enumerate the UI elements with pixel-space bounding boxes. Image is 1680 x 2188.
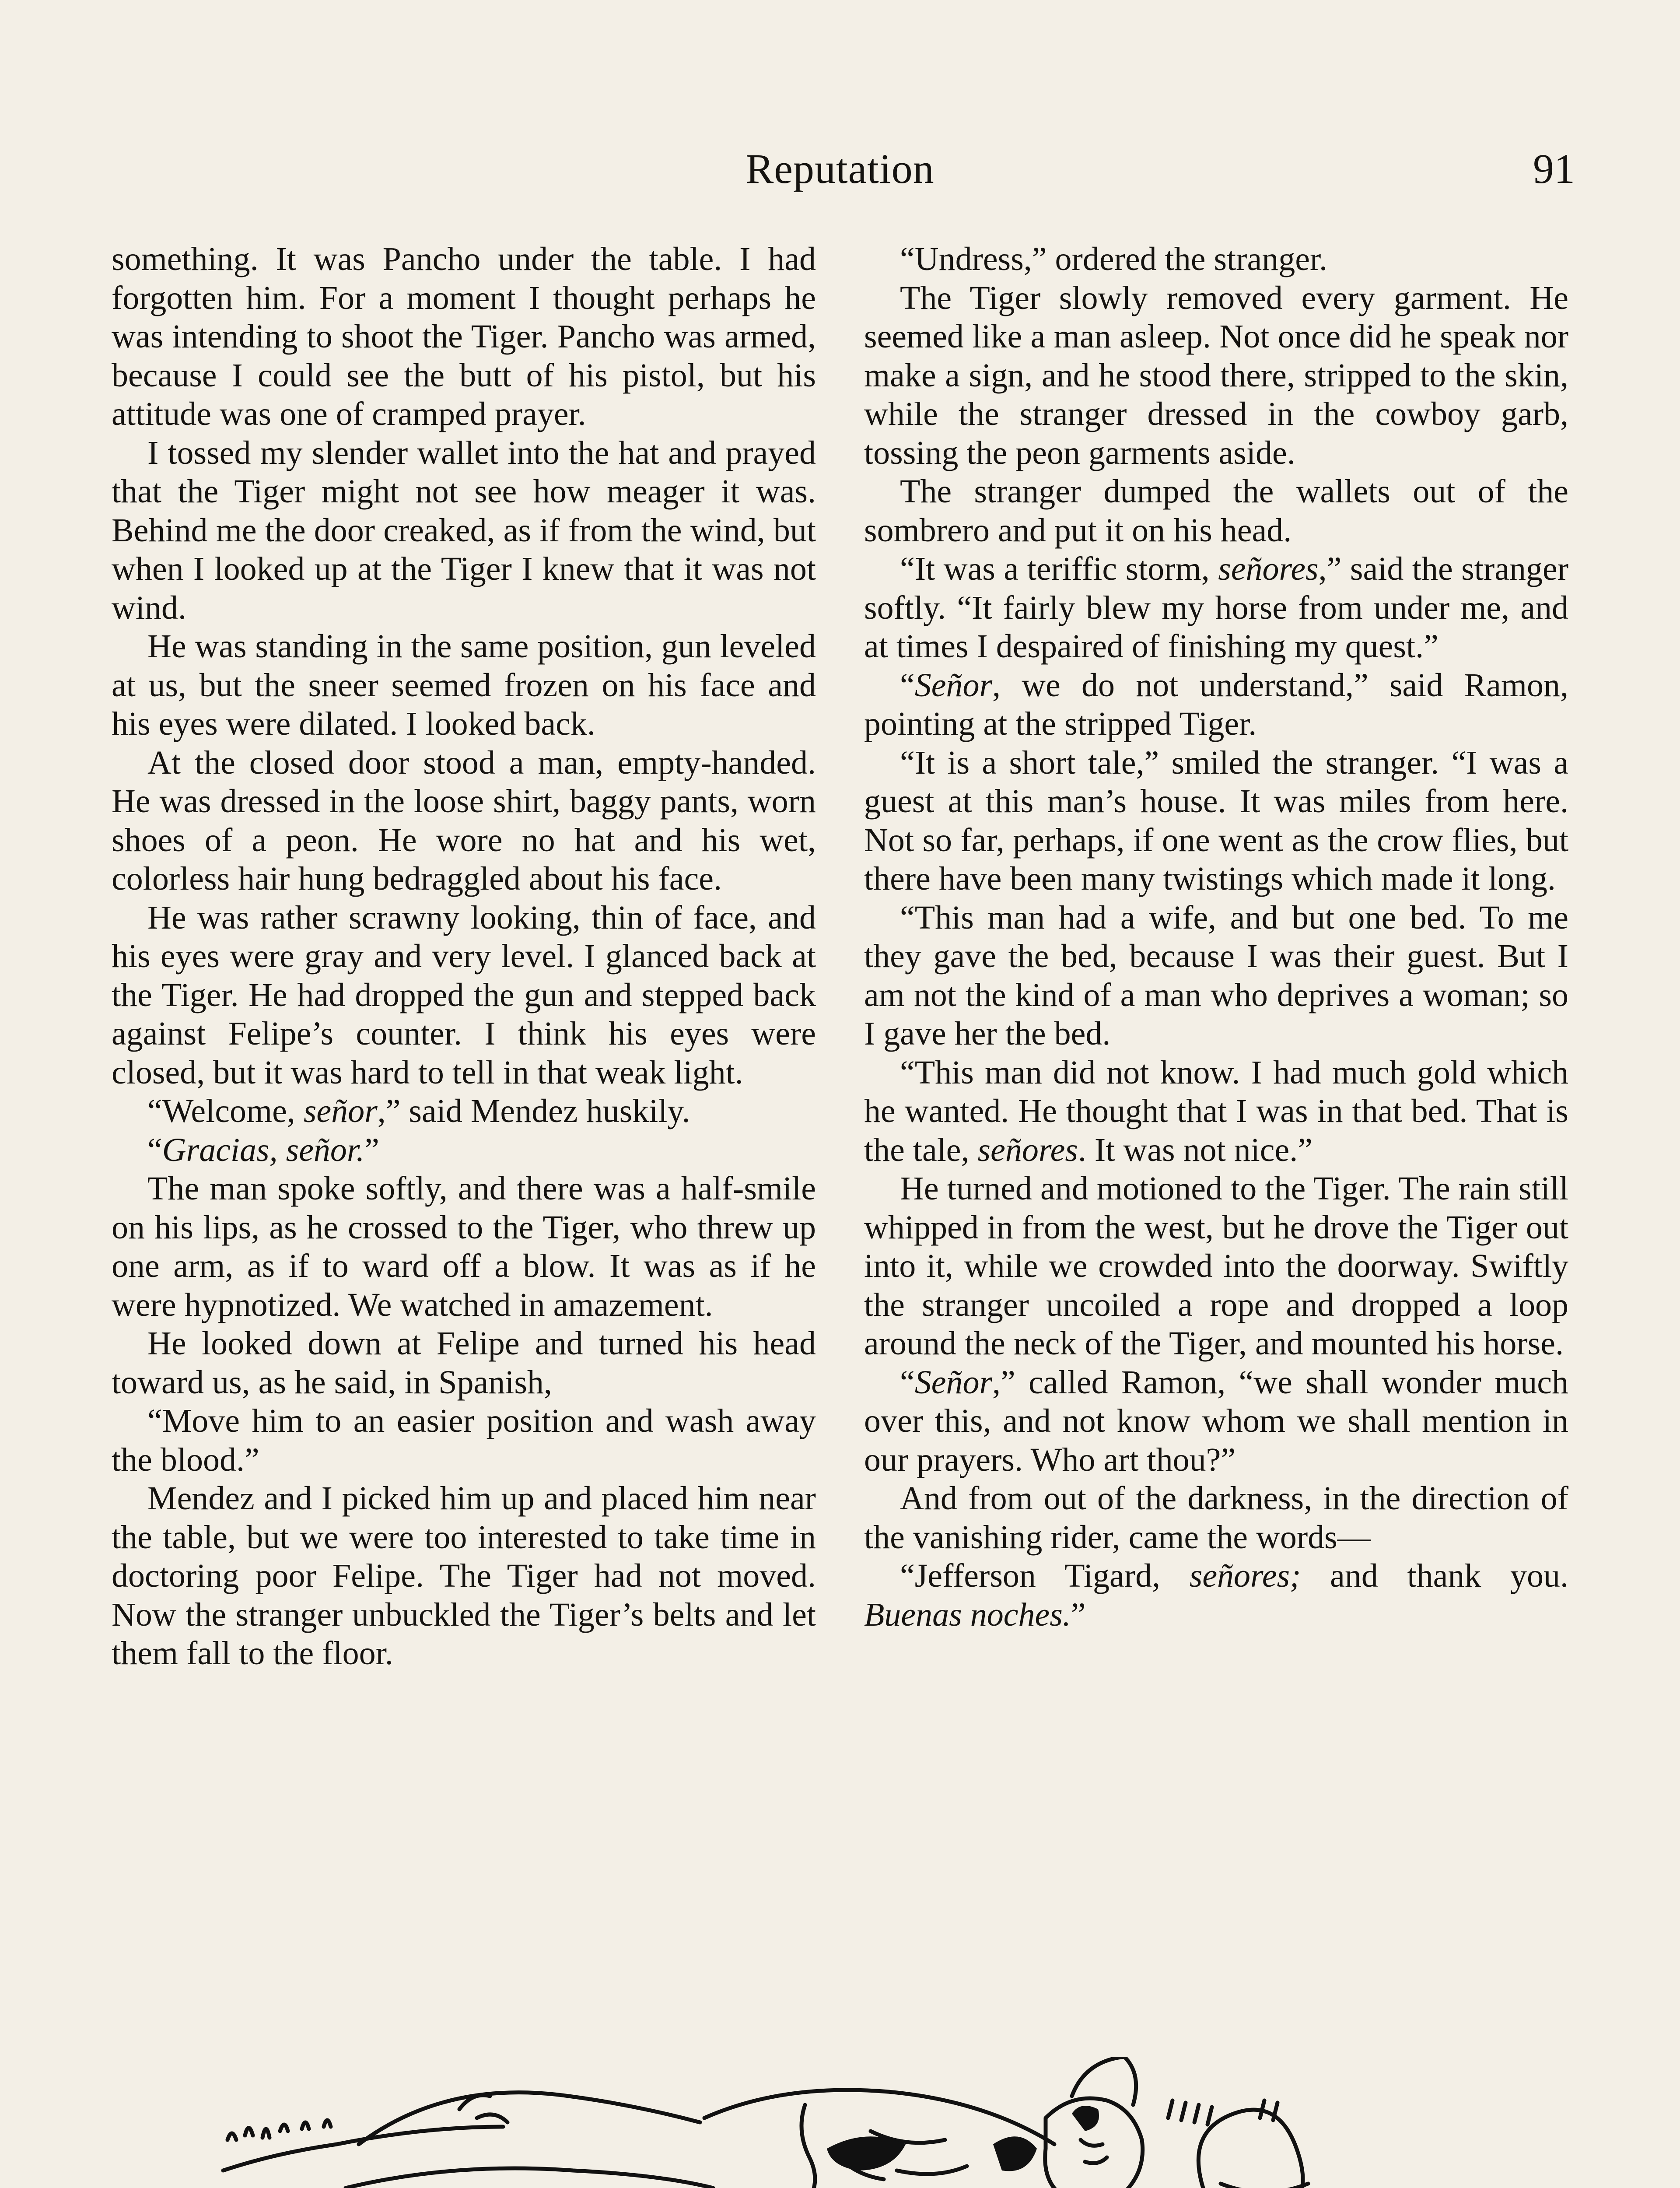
text-run: ”	[1071, 1596, 1086, 1633]
paragraph	[864, 1363, 1568, 1480]
illustration-man-lying-with-sombrero	[214, 2057, 1470, 2188]
text-run: ,” said Mendez huskily.	[377, 1093, 690, 1129]
text-run: Mendez and I picked him up and placed him near the table, but we were too interested to take time in doctoring poor Felipe. The Tiger had not moved. Now the stranger unbuckled the Tiger’s belts and let them fall to the floor.	[112, 1480, 816, 1672]
text-run: and thank you.	[1301, 1557, 1568, 1594]
text-run: ,” said the stranger softly. “It fairly blew my horse from under me, and at times I despaired of finishing my quest.”	[864, 551, 1569, 665]
running-title: Reputation	[746, 145, 934, 192]
paragraph	[864, 1479, 1568, 1557]
paragraph	[112, 1324, 816, 1402]
text-run: ,” called Ramon, “we shall wonder much over this, and not know whom we shall mention in our prayers. Who art thou?”	[864, 1364, 1568, 1478]
paragraph	[112, 434, 816, 628]
text-run: He turned and motioned to the Tiger. The rain still whipped in from the west, but he drove the Tiger out into it, while we crowded into the doorway. Swiftly the stranger uncoiled a rope and dropped a loop around the neck of the Tiger, and mounted his horse.	[864, 1170, 1568, 1362]
paragraph	[112, 240, 816, 434]
paragraph	[112, 1479, 816, 1673]
text-run: “This man had a wife, and but one bed. To me they gave the bed, because I was their guest. But I am not the kind of a man who deprives a woman; so I gave her the bed.	[864, 899, 1568, 1052]
italic-text: señores	[1218, 551, 1319, 587]
text-run: “Jefferson Tigard,	[900, 1557, 1190, 1594]
text-run: The man spoke softly, and there was a half-smile on his lips, as he crossed to the Tiger, who threw up one arm, as if to ward off a blow. It was as if he were hypnotized. We watched in amazement.	[112, 1170, 816, 1323]
text-run: He was standing in the same position, gun leveled at us, but the sneer seemed frozen on his face and his eyes were dilated. I looked back.	[112, 628, 816, 742]
text-run: “It was a teriffic storm,	[900, 551, 1218, 587]
paragraph	[112, 627, 816, 743]
italic-text: Señor	[914, 1364, 993, 1401]
paragraph	[112, 1131, 816, 1170]
italic-text: señor	[303, 1093, 378, 1129]
paragraph	[864, 472, 1568, 550]
text-run: , we do not understand,” said Ramon, pointing at the stripped Tiger.	[864, 666, 1568, 742]
italic-text: señores	[977, 1131, 1078, 1168]
paragraph	[112, 743, 816, 898]
italic-text: Gracias, señor.	[162, 1131, 365, 1168]
text-run: The Tiger slowly removed every garment. He seemed like a man asleep. Not once did he speak nor make a sign, and he stood there, stripped to the skin, while the stranger dressed in the cowboy garb, tossing the peon garments aside.	[864, 279, 1568, 471]
right-text-column	[864, 240, 1568, 1634]
text-run: “This man did not know. I had much gold which he wanted. He thought that I was in that bed. That is the tale,	[864, 1054, 1568, 1168]
paragraph	[112, 1092, 816, 1131]
paragraph	[864, 743, 1568, 898]
italic-text: señores;	[1189, 1557, 1301, 1594]
text-run: . It was not nice.”	[1078, 1131, 1312, 1168]
text-run: He looked down at Felipe and turned his head toward us, as he said, in Spanish,	[112, 1325, 816, 1401]
text-run: “Welcome,	[147, 1093, 304, 1129]
text-run: ”	[364, 1131, 379, 1168]
text-run: At the closed door stood a man, empty-handed. He was dressed in the loose shirt, baggy pants, worn shoes of a peon. He wore no hat and his wet, colorless hair hung bedraggled about his face.	[112, 744, 816, 897]
paragraph	[112, 898, 816, 1092]
paragraph	[864, 279, 1568, 473]
paragraph	[864, 1053, 1568, 1170]
text-run: The stranger dumped the wallets out of the sombrero and put it on his head.	[864, 473, 1568, 549]
text-run: “Undress,” ordered the stranger.	[900, 241, 1328, 277]
paragraph	[864, 1169, 1568, 1363]
paragraph	[864, 1557, 1568, 1634]
italic-text: Buenas noches.	[864, 1596, 1071, 1633]
paragraph	[864, 240, 1568, 279]
page-number: 91	[1533, 145, 1575, 192]
text-run: “Move him to an easier position and wash away the blood.”	[112, 1403, 816, 1478]
paragraph	[864, 550, 1568, 666]
paragraph	[112, 1169, 816, 1324]
text-run: “	[900, 1364, 915, 1401]
paragraph	[864, 898, 1568, 1053]
text-run: “	[900, 666, 915, 704]
text-run: And from out of the darkness, in the direction of the vanishing rider, came the words—	[864, 1480, 1568, 1556]
text-run: He was rather scrawny looking, thin of face, and his eyes were gray and very level. I glanced back at the Tiger. He had dropped the gun and stepped back against Felipe’s counter. I think his eyes were closed, but it was hard to tell in that weak light.	[112, 899, 816, 1091]
text-run: something. It was Pancho under the table. I had forgotten him. For a moment I thought perhaps he was intending to shoot the Tiger. Pancho was armed, because I could see the butt of his pistol, but his attitude was one of cramped prayer.	[112, 241, 816, 432]
text-run: “	[147, 1131, 162, 1168]
text-run: “It is a short tale,” smiled the stranger. “I was a guest at this man’s house. It was miles from here. Not so far, perhaps, if one went as the crow flies, but there have been many twistings which made it long.	[864, 744, 1568, 897]
paragraph	[112, 1402, 816, 1479]
left-text-column	[112, 240, 816, 1673]
text-run: I tossed my slender wallet into the hat and prayed that the Tiger might not see how meager it was. Behind me the door creaked, as if from the wind, but when I looked up at the Tiger I knew that it was not wind.	[112, 434, 816, 626]
paragraph	[864, 666, 1568, 743]
italic-text: Señor	[914, 666, 993, 704]
